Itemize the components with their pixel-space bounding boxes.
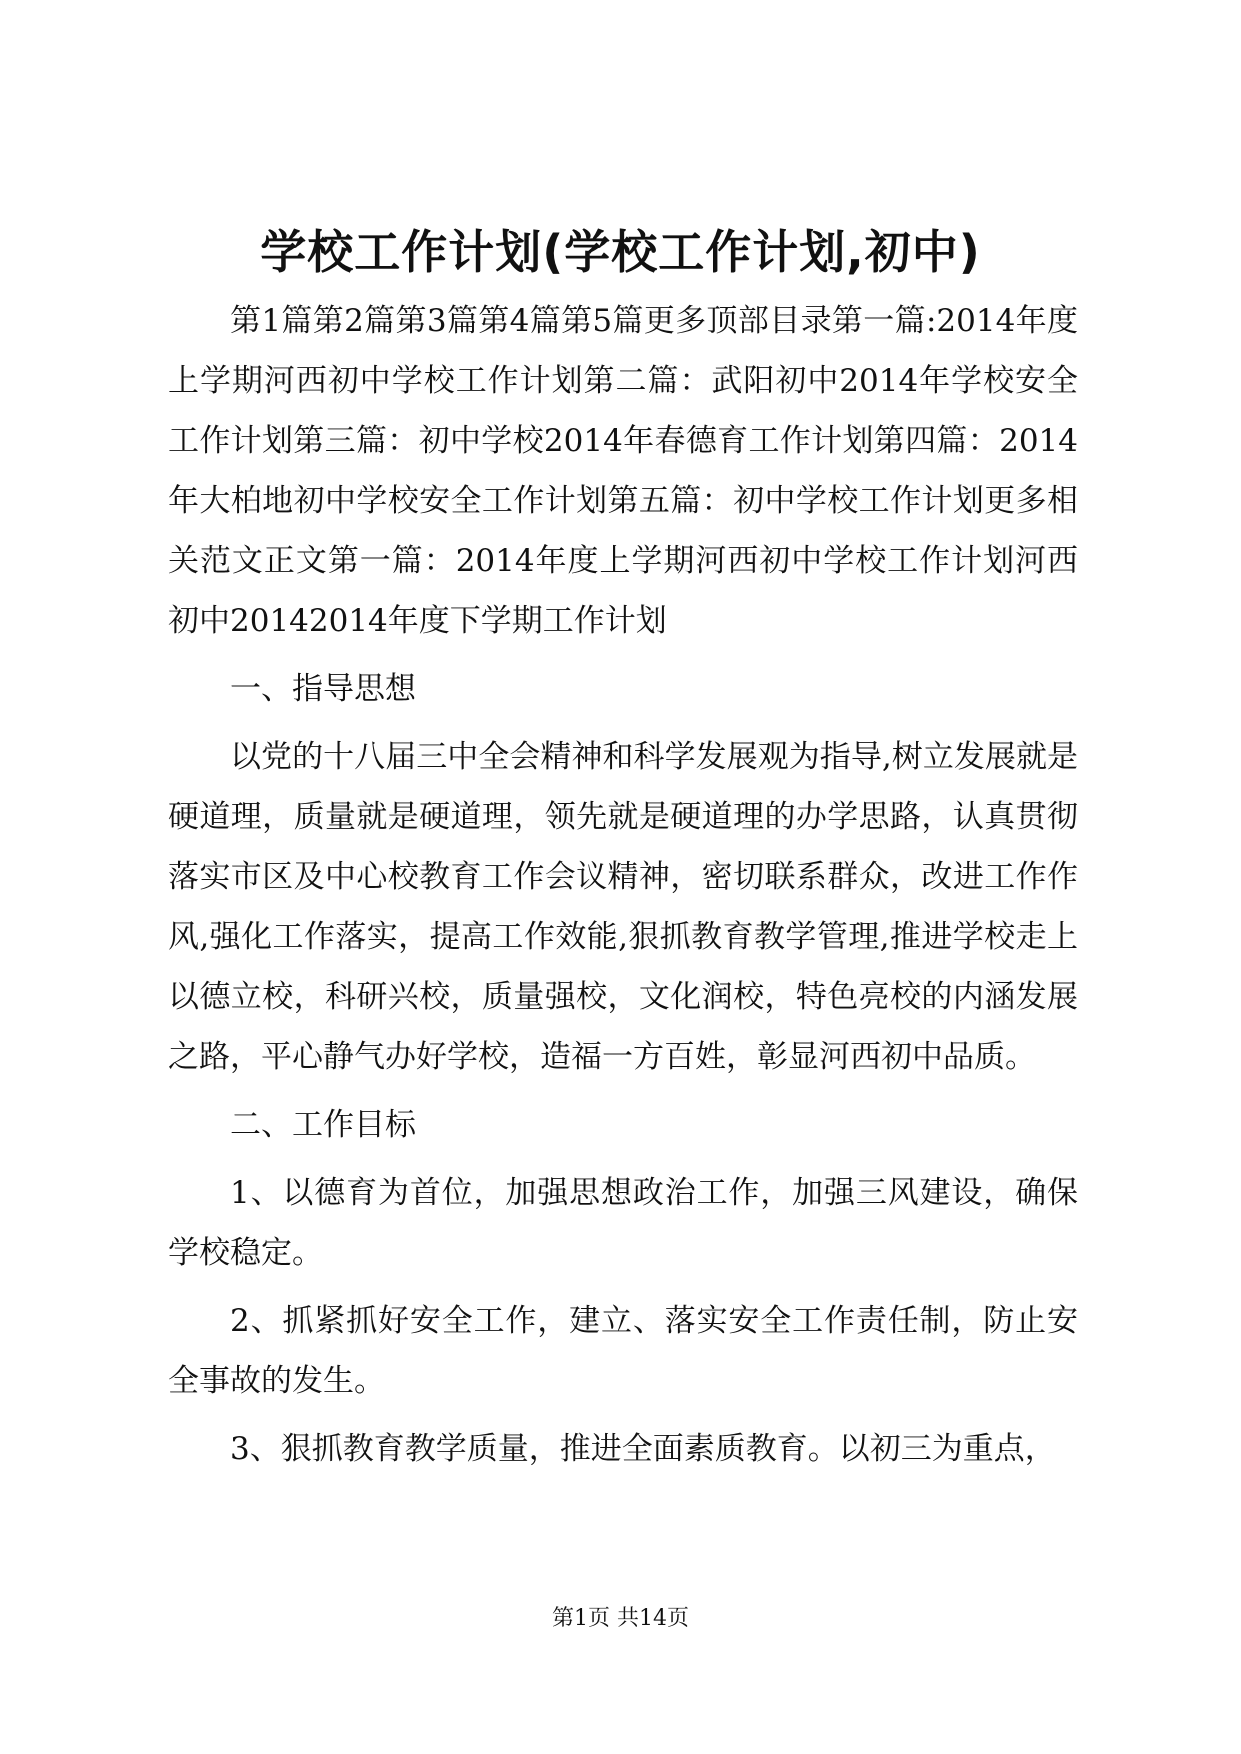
goal-item-1: 1、以德育为首位，加强思想政治工作，加强三风建设，确保学校稳定。: [168, 1175, 1078, 1271]
toc-paragraph: 第1篇第2篇第3篇第4篇第5篇更多顶部目录第一篇:2014年度上学期河西初中学校工作计划第二篇：武阳初中2014年学校安全工作计划第三篇：初中学校2014年春德育工作计划第四篇：2014年大柏地初中学校安全工作计划第五篇：初中学校工作计划更多相关范文正文第一篇：2014年度上学期河西初中学校工作计划河西初中20142014年度下学期工作计划: [168, 303, 1078, 639]
document-title: 学校工作计划(学校工作计划,初中): [260, 225, 981, 279]
section-heading-guiding-ideology: 一、指导思想: [230, 671, 416, 707]
page-footer: 第1页 共14页: [552, 1606, 689, 1631]
document-body: [168, 291, 1078, 1487]
goal-item-3: 3、狠抓教育教学质量，推进全面素质教育。以初三为重点，: [230, 1431, 1056, 1467]
goal-item-2: 2、抓紧抓好安全工作，建立、落实安全工作责任制，防止安全事故的发生。: [168, 1303, 1078, 1399]
section-heading-work-goals: 二、工作目标: [230, 1107, 416, 1143]
guiding-ideology-paragraph: 以党的十八届三中全会精神和科学发展观为指导,树立发展就是硬道理，质量就是硬道理，领先就是硬道理的办学思路，认真贯彻落实市区及中心校教育工作会议精神，密切联系群众，改进工作作风,强化工作落实，提高工作效能,狠抓教育教学管理,推进学校走上以德立校，科研兴校，质量强校，文化润校，特色亮校的内涵发展之路，平心静气办好学校，造福一方百姓，彰显河西初中品质。: [168, 739, 1078, 1075]
